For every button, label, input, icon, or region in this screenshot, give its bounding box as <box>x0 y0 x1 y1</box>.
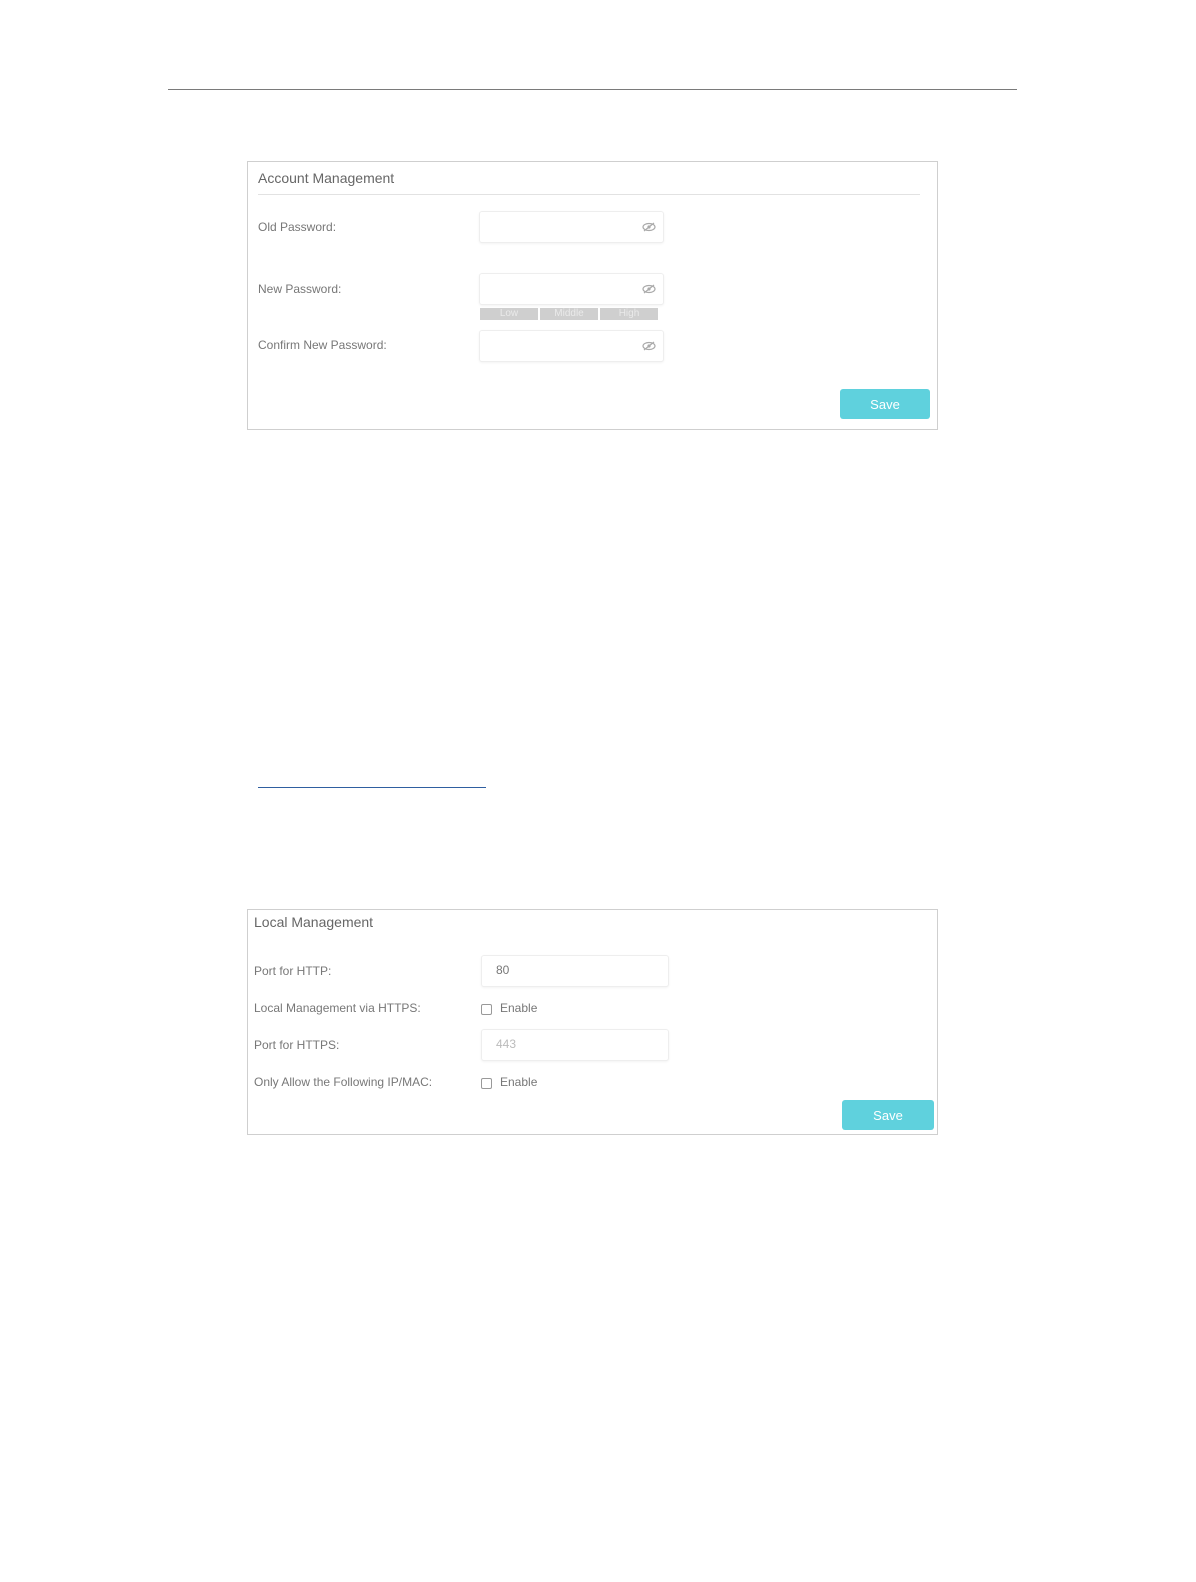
strength-high: High <box>600 308 658 320</box>
panel-divider <box>258 194 920 195</box>
https-port-input[interactable] <box>481 1029 669 1061</box>
eye-slash-icon[interactable] <box>642 222 656 232</box>
hyperlink-underline[interactable] <box>258 787 486 788</box>
https-enable-label[interactable]: Enable <box>500 1001 538 1015</box>
ipmac-enable-checkbox[interactable] <box>481 1078 492 1089</box>
new-password-field[interactable] <box>479 273 664 305</box>
save-button[interactable]: Save <box>840 389 930 419</box>
confirm-password-label: Confirm New Password: <box>258 338 387 352</box>
http-port-value: 80 <box>496 963 510 977</box>
old-password-field[interactable] <box>479 211 664 243</box>
save-button[interactable]: Save <box>842 1100 934 1130</box>
https-enable-checkbox[interactable] <box>481 1004 492 1015</box>
http-port-label: Port for HTTP: <box>254 964 332 978</box>
old-password-label: Old Password: <box>258 220 337 234</box>
https-port-value: 443 <box>496 1037 517 1051</box>
account-management-panel <box>247 161 938 430</box>
https-management-label: Local Management via HTTPS: <box>254 1001 421 1015</box>
ipmac-enable-label[interactable]: Enable <box>500 1075 538 1089</box>
http-port-input[interactable] <box>481 955 669 987</box>
page-header-rule <box>168 89 1017 90</box>
eye-slash-icon[interactable] <box>642 341 656 351</box>
eye-slash-icon[interactable] <box>642 284 656 294</box>
new-password-label: New Password: <box>258 282 342 296</box>
password-strength-meter <box>480 308 658 320</box>
confirm-password-field[interactable] <box>479 330 664 362</box>
https-port-label: Port for HTTPS: <box>254 1038 340 1052</box>
ipmac-label: Only Allow the Following IP/MAC: <box>254 1075 433 1089</box>
strength-middle: Middle <box>540 308 598 320</box>
local-management-panel <box>247 909 938 1135</box>
panel-title: Account Management <box>258 170 395 186</box>
strength-low: Low <box>480 308 538 320</box>
panel-title: Local Management <box>254 914 374 930</box>
